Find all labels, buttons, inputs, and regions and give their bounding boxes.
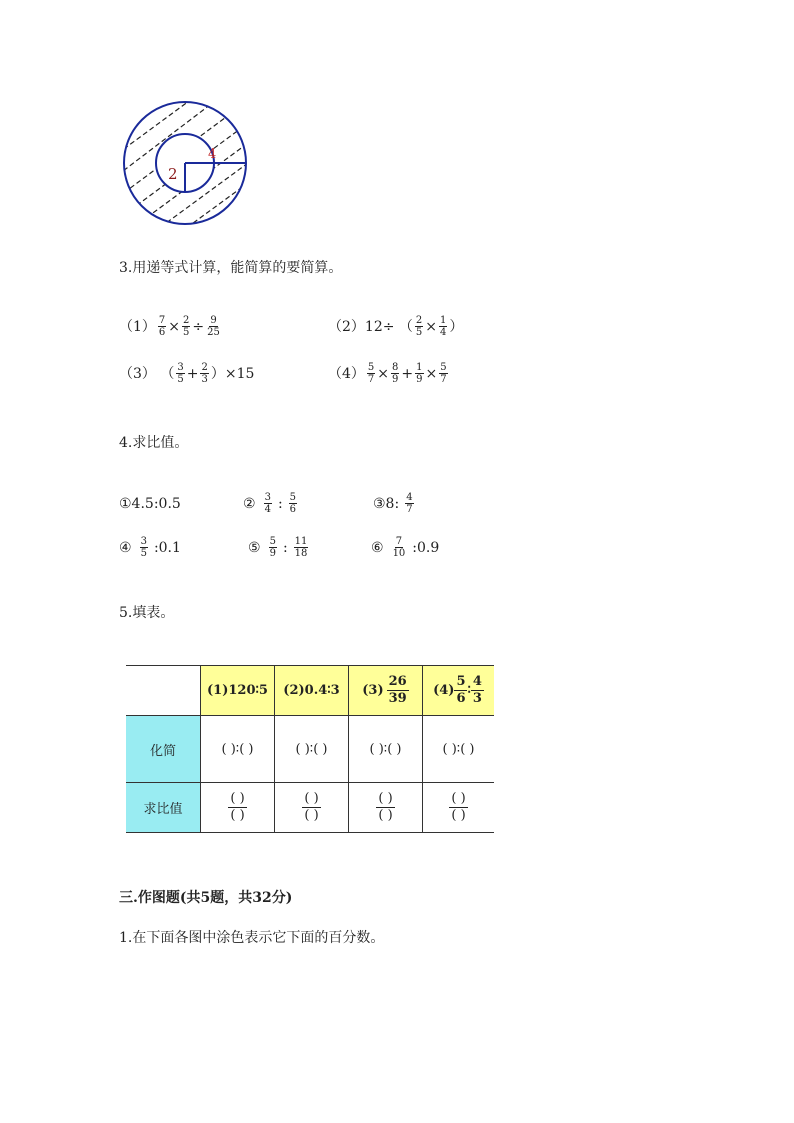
section-title: 三.作图题(共5题，共32分): [119, 890, 293, 906]
table-row: [126, 783, 494, 833]
fill-table: [126, 665, 494, 833]
fraction: $\frac{5}{6}$: [289, 492, 297, 515]
fraction: $\frac{2}{3}$: [201, 362, 208, 385]
fraction: $\frac{5}{7}$: [367, 362, 375, 385]
q3-problem-2: [328, 315, 463, 338]
answer-blank[interactable]: ( )∶( ): [423, 716, 495, 783]
bracket: ）: [449, 318, 464, 335]
q4-title: 4.求比值。: [119, 435, 189, 451]
operator: ×: [168, 318, 181, 335]
fraction: $\frac{11}{18}$: [294, 536, 308, 559]
q3-p4-prefix: （4）: [328, 365, 365, 382]
fraction: $\frac{5}{7}$: [440, 362, 447, 385]
q4-item-2: [243, 492, 299, 515]
answer-blank[interactable]: ( )∶( ): [349, 716, 423, 783]
fraction: $\frac{5}{9}$: [269, 536, 276, 559]
q4-item-6: [371, 536, 439, 559]
ratio-tail: :0.1: [153, 539, 181, 556]
item-number: ⑥: [371, 539, 384, 556]
radius-label-inner: 2: [168, 165, 178, 183]
annulus-figure: [118, 96, 258, 231]
q3-problem-1: [119, 315, 223, 338]
operator: ×: [377, 365, 390, 382]
answer-fraction-blank[interactable]: ( ) ( ): [423, 783, 495, 833]
operator: +: [186, 365, 199, 382]
fraction: 4 3: [472, 674, 482, 706]
fraction: $\frac{7}{10}$: [392, 536, 406, 559]
answer-blank[interactable]: ( )∶( ): [275, 716, 349, 783]
separator: ∶: [467, 683, 471, 698]
operator: +: [401, 365, 414, 382]
fraction: $\frac{2}{5}$: [415, 315, 423, 338]
fraction: $\frac{3}{5}$: [177, 362, 184, 385]
row-label-ratio-value: 求比值: [126, 783, 201, 833]
operator: ÷: [192, 318, 205, 335]
fraction: 5 6: [456, 674, 466, 706]
q4-item-5: [248, 536, 310, 559]
radius-label-outer: 4: [208, 147, 217, 162]
answer-blank[interactable]: ( )∶( ): [201, 716, 275, 783]
answer-fraction-blank[interactable]: ( ) ( ): [201, 783, 275, 833]
separator: :: [282, 539, 288, 556]
empty-corner-cell: [126, 666, 201, 716]
fraction: $\frac{7}{6}$: [158, 315, 166, 338]
section-q1: 1.在下面各图中涂色表示它下面的百分数。: [119, 930, 385, 946]
q3-problem-3: [119, 362, 254, 385]
q5-title: 5.填表。: [119, 605, 175, 621]
separator: :: [277, 495, 283, 512]
fraction: $\frac{3}{4}$: [264, 492, 271, 515]
table-header-row: [126, 666, 494, 716]
q3-p3-prefix: （3） （: [119, 365, 175, 382]
fraction: $\frac{2}{5}$: [183, 315, 190, 338]
fraction: $\frac{4}{7}$: [406, 492, 413, 515]
header-2: (2)0.4∶3: [275, 666, 349, 716]
header-prefix: (4): [433, 683, 455, 698]
answer-fraction-blank[interactable]: ( ) ( ): [275, 783, 349, 833]
item-number: ②: [243, 495, 256, 512]
q3-problem-4: [328, 362, 450, 385]
fraction: $\frac{9}{25}$: [207, 315, 220, 338]
fraction: $\frac{1}{9}$: [416, 362, 423, 385]
q3-p1-prefix: （1）: [119, 318, 156, 335]
item-number: ③8:: [373, 495, 400, 512]
q4-item-3: [373, 492, 416, 515]
expression-tail: ）×15: [210, 365, 255, 382]
operator: ×: [425, 365, 438, 382]
q3-title: 3.用递等式计算，能简算的要简算。: [119, 260, 343, 276]
ratio-tail: :0.9: [412, 539, 440, 556]
operator: ×: [425, 318, 438, 335]
q4-item-1: ①4.5:0.5: [119, 496, 181, 512]
table-row: [126, 716, 494, 783]
row-label-simplify: 化简: [126, 716, 201, 783]
fraction: 26 39: [388, 674, 407, 706]
fraction: $\frac{8}{9}$: [392, 362, 399, 385]
q3-p2-prefix: （2）12÷ （: [328, 318, 413, 335]
header-1: (1)120∶5: [201, 666, 275, 716]
fraction: $\frac{3}{5}$: [140, 536, 147, 559]
header-3: [349, 666, 423, 716]
answer-fraction-blank[interactable]: ( ) ( ): [349, 783, 423, 833]
item-number: ④: [119, 539, 132, 556]
header-prefix: (3): [362, 683, 384, 698]
fraction: $\frac{1}{4}$: [440, 315, 447, 338]
q4-item-4: [119, 536, 181, 559]
item-number: ⑤: [248, 539, 261, 556]
header-4: [423, 666, 495, 716]
